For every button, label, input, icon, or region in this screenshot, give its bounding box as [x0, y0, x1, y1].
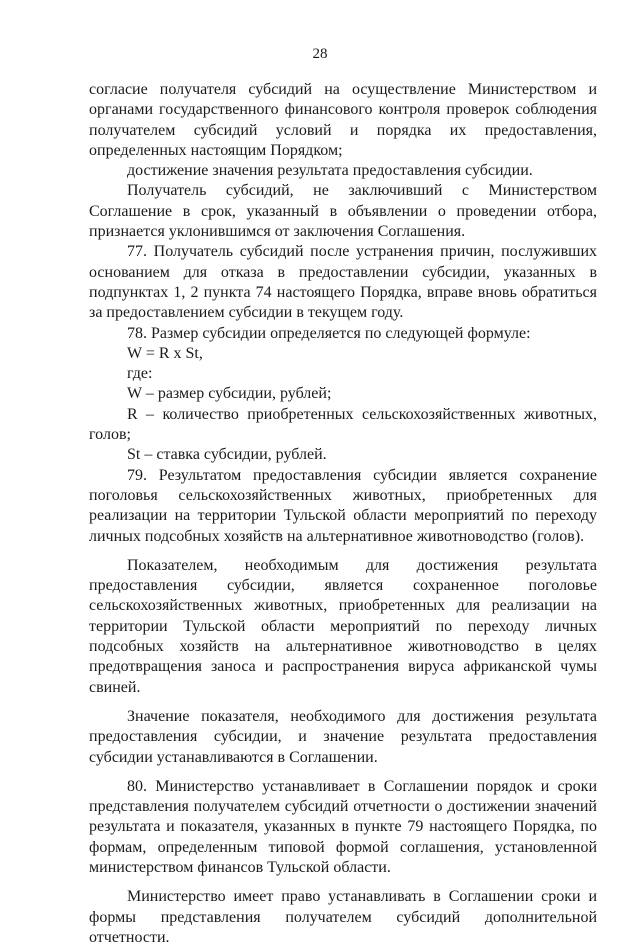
paragraph-item-77: 77. Получатель субсидий после устранения причин, послуживших основанием для отказа в предоставлении субсидии, указанных в подпунктах 1, 2 пункта 74 настоящего Порядка, вправе вновь обратиться за предоставлением субсидии в текущем году. [89, 243, 597, 322]
paragraph-agreement-evasion: Получатель субсидий, не заключивший с Министерством Соглашение в срок, указанный в объявлении о проведении отбора, признается уклонившимся от заключения Соглашения. [89, 182, 597, 241]
formula-where: где: [127, 365, 153, 383]
page-number: 28 [312, 46, 328, 62]
paragraph-result-achievement: достижение значения результата предоставления субсидии. [127, 162, 533, 180]
document-body [89, 80, 597, 948]
paragraph-item-79: 79. Результатом предоставления субсидии является сохранение поголовья сельскохозяйственных животных, приобретенных для реализации на территории Тульской области мероприятий по переходу личных подсобных хозяйств на альтернативное животноводство (голов). [89, 466, 597, 545]
paragraph-indicator-value: Значение показателя, необходимого для достижения результата предоставления субсидии, и значение результата предоставления субсидии устанавливаются в Соглашении. [89, 707, 597, 766]
formula-var-w: W – размер субсидии, рублей; [127, 385, 332, 403]
paragraph-item-80: 80. Министерство устанавливает в Соглашении порядок и сроки представления получателем субсидий отчетности о достижении значений результата и показателя, указанных в пункте 79 настоящего Порядка, по формам, определенным типовой формой соглашения, установленной министерством финансов Тульской области. [89, 777, 597, 876]
paragraph-additional-reporting: Министерство имеет право устанавливать в Соглашении сроки и формы представления получателем субсидий дополнительной отчетности. [89, 888, 597, 946]
paragraph-indicator: Показателем, необходимым для достижения результата предоставления субсидии, является сохраненное поголовье сельскохозяйственных животных, приобретенных для реализации на территории Тульской области мероприятий по переходу личных подсобных хозяйств на альтернативное животноводство в целях предотвращения заноса и распространения вируса африканской чумы свиней. [89, 556, 597, 696]
formula-var-r: R – количество приобретенных сельскохозяйственных животных, голов; [89, 405, 597, 444]
formula-var-st: St – ставка субсидии, рублей. [127, 446, 327, 464]
formula: W = R x St, [127, 344, 203, 362]
paragraph-item-78: 78. Размер субсидии определяется по следующей формуле: [127, 324, 531, 342]
paragraph-consent: согласие получателя субсидий на осуществление Министерством и органами государственного финансового контроля проверок соблюдения получателем субсидий условий и порядка их предоставления, определенных настоящим Порядком; [89, 81, 597, 159]
